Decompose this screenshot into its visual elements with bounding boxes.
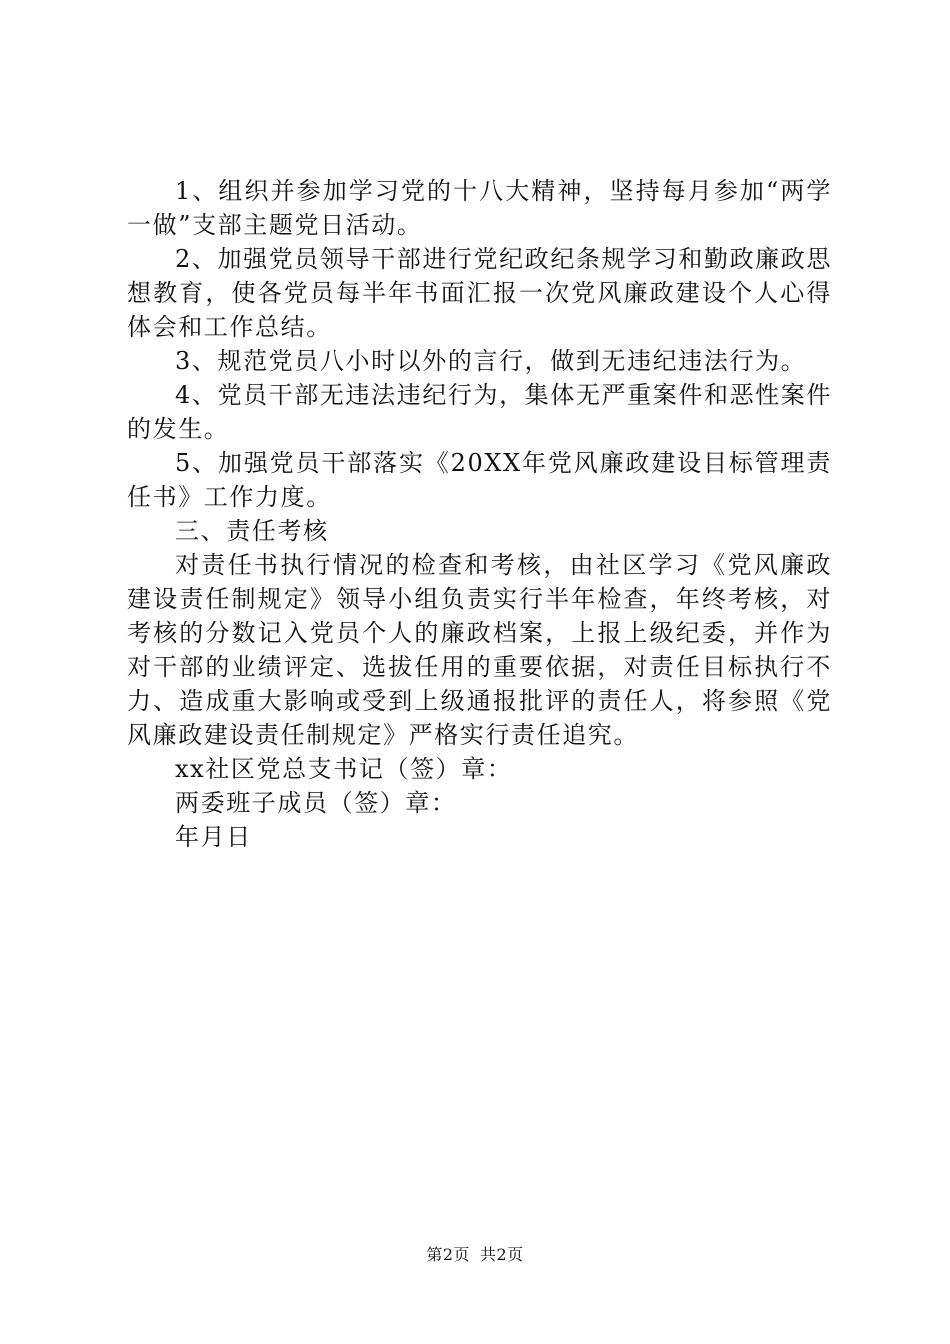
section-heading-responsibility-assessment: 三、责任考核: [175, 517, 329, 545]
paragraph-item-3: 3、规范党员八小时以外的言行，做到无违纪违法行为。: [175, 347, 807, 375]
signature-line-secretary: xx社区党总支书记（签）章：: [175, 755, 513, 783]
assessment-paragraph: 对责任书执行情况的检查和考核，由社区学习《党风廉政建设责任制规定》领导小组负责实行半年检查，年终考核，对考核的分数记入党员个人的廉政档案，上报上级纪委，并作为对干部的业绩评定、选拔任用的重要依据，对责任目标执行不力、造成重大影响或受到上级通报批评的责任人，将参照《党风廉政建设责任制规定》严格实行责任追究。: [127, 551, 832, 749]
page-footer: [0, 1244, 950, 1266]
page-number-current: 第2页: [426, 1245, 470, 1264]
date-line: 年月日: [175, 823, 252, 851]
page-number-total: 共2页: [480, 1245, 524, 1264]
document-body: [127, 174, 832, 854]
paragraph-item-5: 5、加强党员干部落实《20XX年党风廉政建设目标管理责任书》工作力度。: [127, 449, 832, 511]
paragraph-item-4: 4、党员干部无违法违纪行为，集体无严重案件和恶性案件的发生。: [127, 381, 832, 443]
signature-line-committee: 两委班子成员（签）章：: [175, 789, 457, 817]
paragraph-item-2: 2、加强党员领导干部进行党纪政纪条规学习和勤政廉政思想教育，使各党员每半年书面汇报一次党风廉政建设个人心得体会和工作总结。: [127, 245, 832, 341]
paragraph-item-1: 1、组织并参加学习党的十八大精神，坚持每月参加“两学一做”支部主题党日活动。: [127, 177, 832, 239]
